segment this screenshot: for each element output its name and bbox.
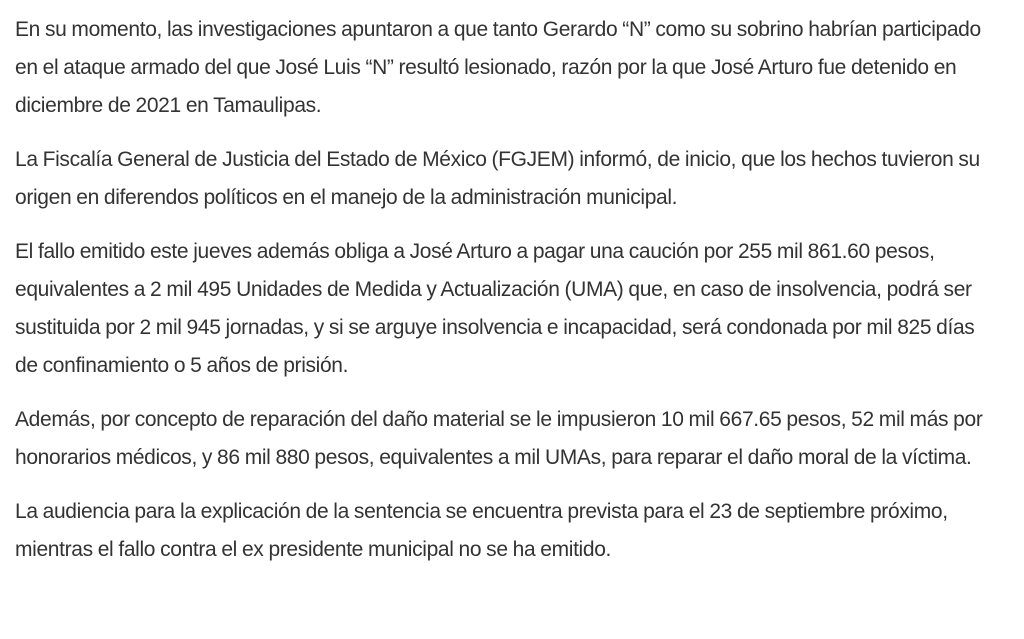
article-paragraph-1: En su momento, las investigaciones apuntaron a que tanto Gerardo “N” como su sobrino habrían participado en el ataque armado del que José Luis “N” resultó lesionado, razón por la que José Arturo fue detenido en diciembre de 2021 en Tamaulipas. xyxy=(15,18,981,117)
article-paragraph-4: Además, por concepto de reparación del daño material se le impusieron 10 mil 667.65 pesos, 52 mil más por honorarios médicos, y 86 mil 880 pesos, equivalentes a mil UMAs, para reparar el daño moral de la víctima. xyxy=(15,408,983,469)
article-paragraph-5: La audiencia para la explicación de la sentencia se encuentra prevista para el 23 de septiembre próximo, mientras el fallo contra el ex presidente municipal no se ha emitido. xyxy=(15,500,948,561)
article-paragraph-2: La Fiscalía General de Justicia del Estado de México (FGJEM) informó, de inicio, que los hechos tuvieron su origen en diferendos políticos en el manejo de la administración municipal. xyxy=(15,148,980,209)
article-paragraph-3: El fallo emitido este jueves además obliga a José Arturo a pagar una caución por 255 mil 861.60 pesos, equivalentes a 2 mil 495 Unidades de Medida y Actualización (UMA) que, en caso de insolvencia, podrá ser sustituida por 2 mil 945 jornadas, y si se arguye insolvencia e incapacidad, será condonada por mil 825 días de confinamiento o 5 años de prisión. xyxy=(15,240,975,377)
